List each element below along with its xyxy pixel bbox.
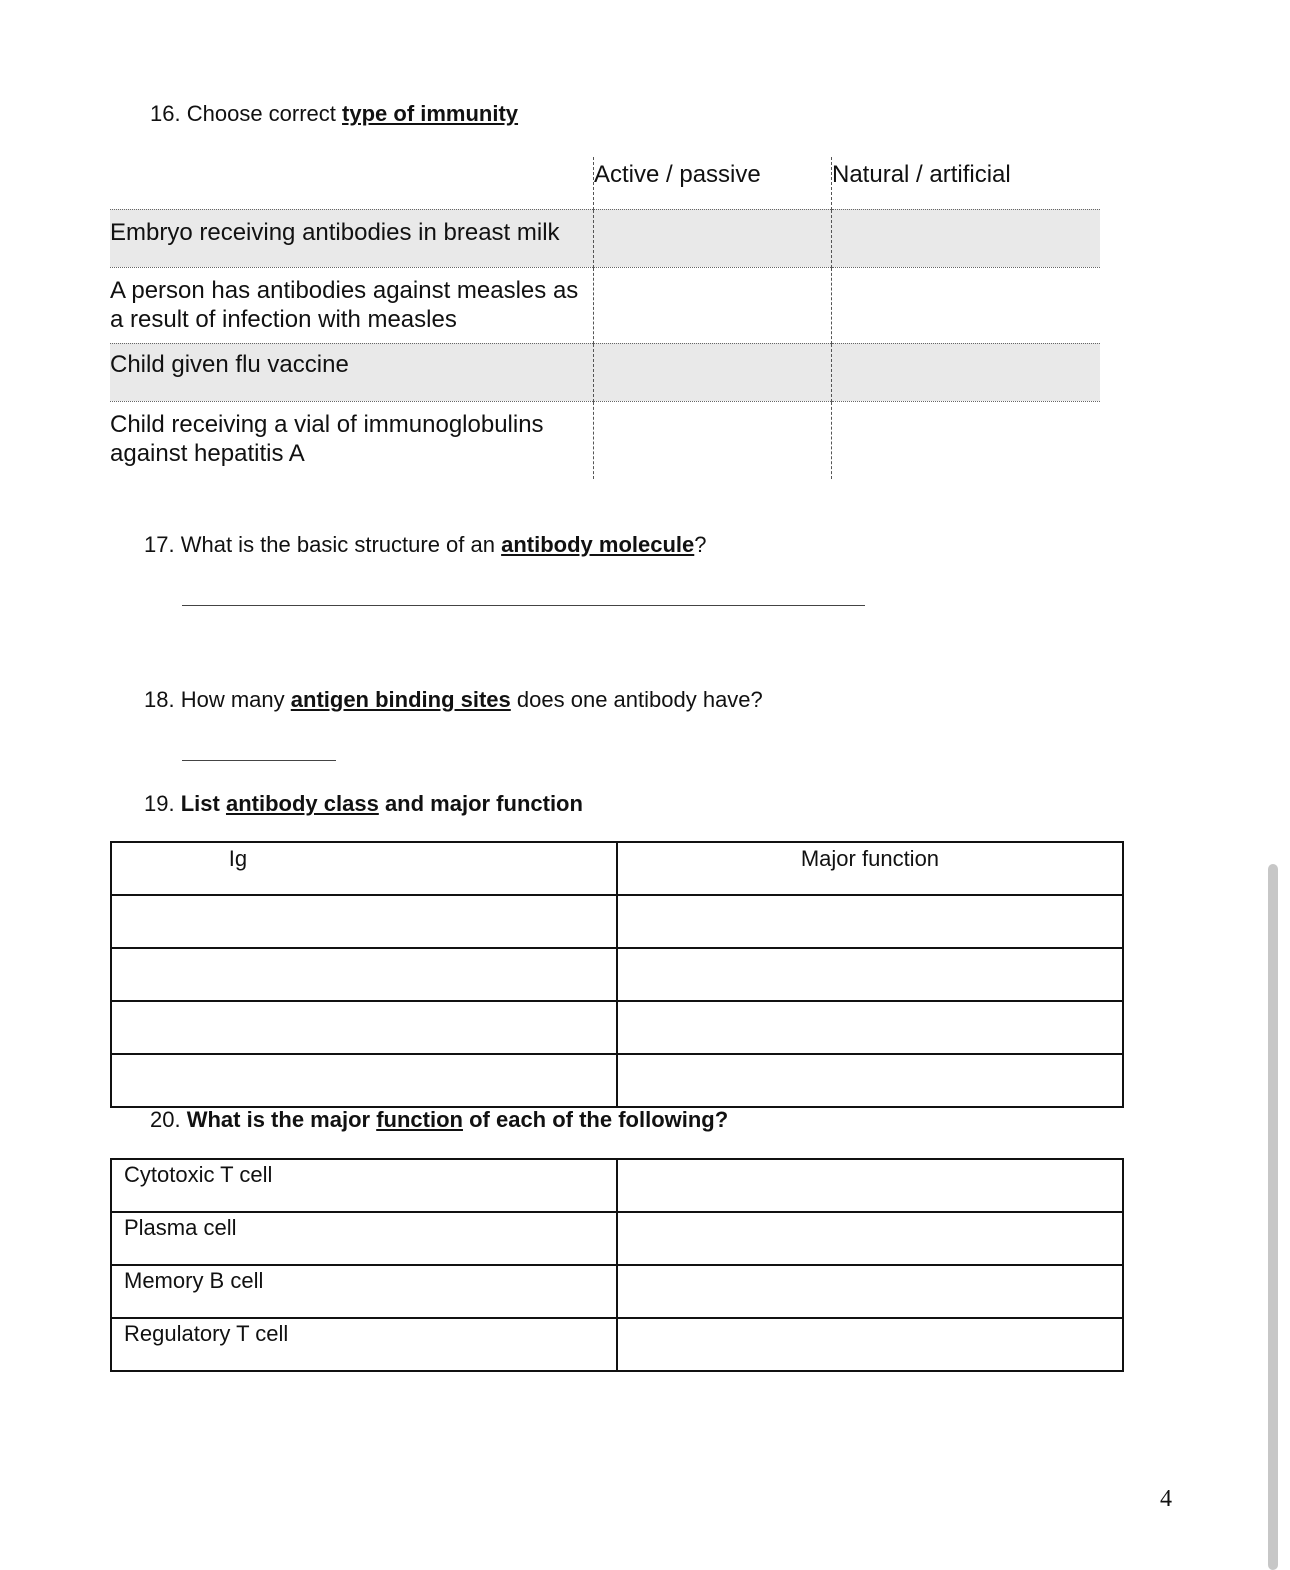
function-cell[interactable] (617, 948, 1123, 1001)
row-label: Child receiving a vial of immunoglobulins against hepatitis A (110, 410, 544, 467)
header-active-passive: Active / passive (594, 157, 832, 209)
answer-cell-natural-artificial[interactable] (832, 401, 1101, 479)
question-number: 20. (150, 1107, 181, 1132)
question-text: What is the major (186, 1107, 371, 1132)
row-label: A person has antibodies against measles as a result of infection with measles (110, 276, 579, 333)
cell-type-label: Plasma cell (111, 1212, 617, 1265)
question-text: Choose correct (186, 101, 336, 126)
ig-cell[interactable] (111, 948, 617, 1001)
cell-type-label: Cytotoxic T cell (111, 1159, 617, 1212)
question-emphasis: type of immunity (342, 101, 519, 126)
function-cell[interactable] (617, 1001, 1123, 1054)
function-cell[interactable] (617, 1054, 1123, 1107)
vertical-scrollbar[interactable] (1268, 864, 1278, 1570)
question-text: List (180, 791, 220, 816)
ig-cell[interactable] (111, 1001, 617, 1054)
cell-function-table (110, 1158, 1124, 1372)
question-emphasis: antibody molecule (501, 532, 695, 557)
answer-cell-active-passive[interactable] (594, 267, 832, 343)
answer-line-18[interactable] (182, 760, 336, 761)
header-natural-artificial: Natural / artificial (832, 157, 1101, 209)
answer-line-17[interactable] (182, 605, 865, 606)
header-blank (110, 157, 594, 209)
answer-cell-active-passive[interactable] (594, 343, 832, 401)
header-major-function: Major function (617, 842, 1123, 895)
question-16 (150, 100, 518, 128)
question-19 (144, 790, 583, 818)
question-number: 18. (144, 687, 175, 712)
question-text: What is the basic structure of an (180, 532, 495, 557)
question-20 (150, 1106, 728, 1134)
question-18 (144, 686, 763, 714)
function-cell[interactable] (617, 895, 1123, 948)
question-text: How many (180, 687, 285, 712)
question-suffix: and major function (384, 791, 583, 816)
answer-cell-natural-artificial[interactable] (832, 343, 1101, 401)
question-number: 16. (150, 101, 181, 126)
question-emphasis: function (376, 1107, 463, 1132)
answer-cell-active-passive[interactable] (594, 401, 832, 479)
antibody-class-table (110, 841, 1124, 1108)
question-17 (144, 531, 707, 559)
page-number: 4 (1160, 1486, 1172, 1512)
function-answer-cell[interactable] (617, 1212, 1123, 1265)
row-label: Child given flu vaccine (110, 350, 349, 378)
question-number: 17. (144, 532, 175, 557)
function-answer-cell[interactable] (617, 1318, 1123, 1371)
cell-type-label: Memory B cell (111, 1265, 617, 1318)
question-emphasis: antibody class (225, 791, 379, 816)
cell-type-label: Regulatory T cell (111, 1318, 617, 1371)
question-number: 19. (144, 791, 175, 816)
row-label: Embryo receiving antibodies in breast milk (110, 218, 560, 246)
immunity-type-table (110, 157, 1100, 479)
function-answer-cell[interactable] (617, 1265, 1123, 1318)
function-answer-cell[interactable] (617, 1159, 1123, 1212)
answer-cell-natural-artificial[interactable] (832, 267, 1101, 343)
ig-cell[interactable] (111, 895, 617, 948)
answer-cell-active-passive[interactable] (594, 209, 832, 267)
header-ig: Ig (111, 842, 617, 895)
question-suffix: does one antibody have? (516, 687, 763, 712)
answer-cell-natural-artificial[interactable] (832, 209, 1101, 267)
question-suffix: ? (694, 532, 707, 557)
ig-cell[interactable] (111, 1054, 617, 1107)
question-suffix: of each of the following? (469, 1107, 729, 1132)
question-emphasis: antigen binding sites (290, 687, 511, 712)
